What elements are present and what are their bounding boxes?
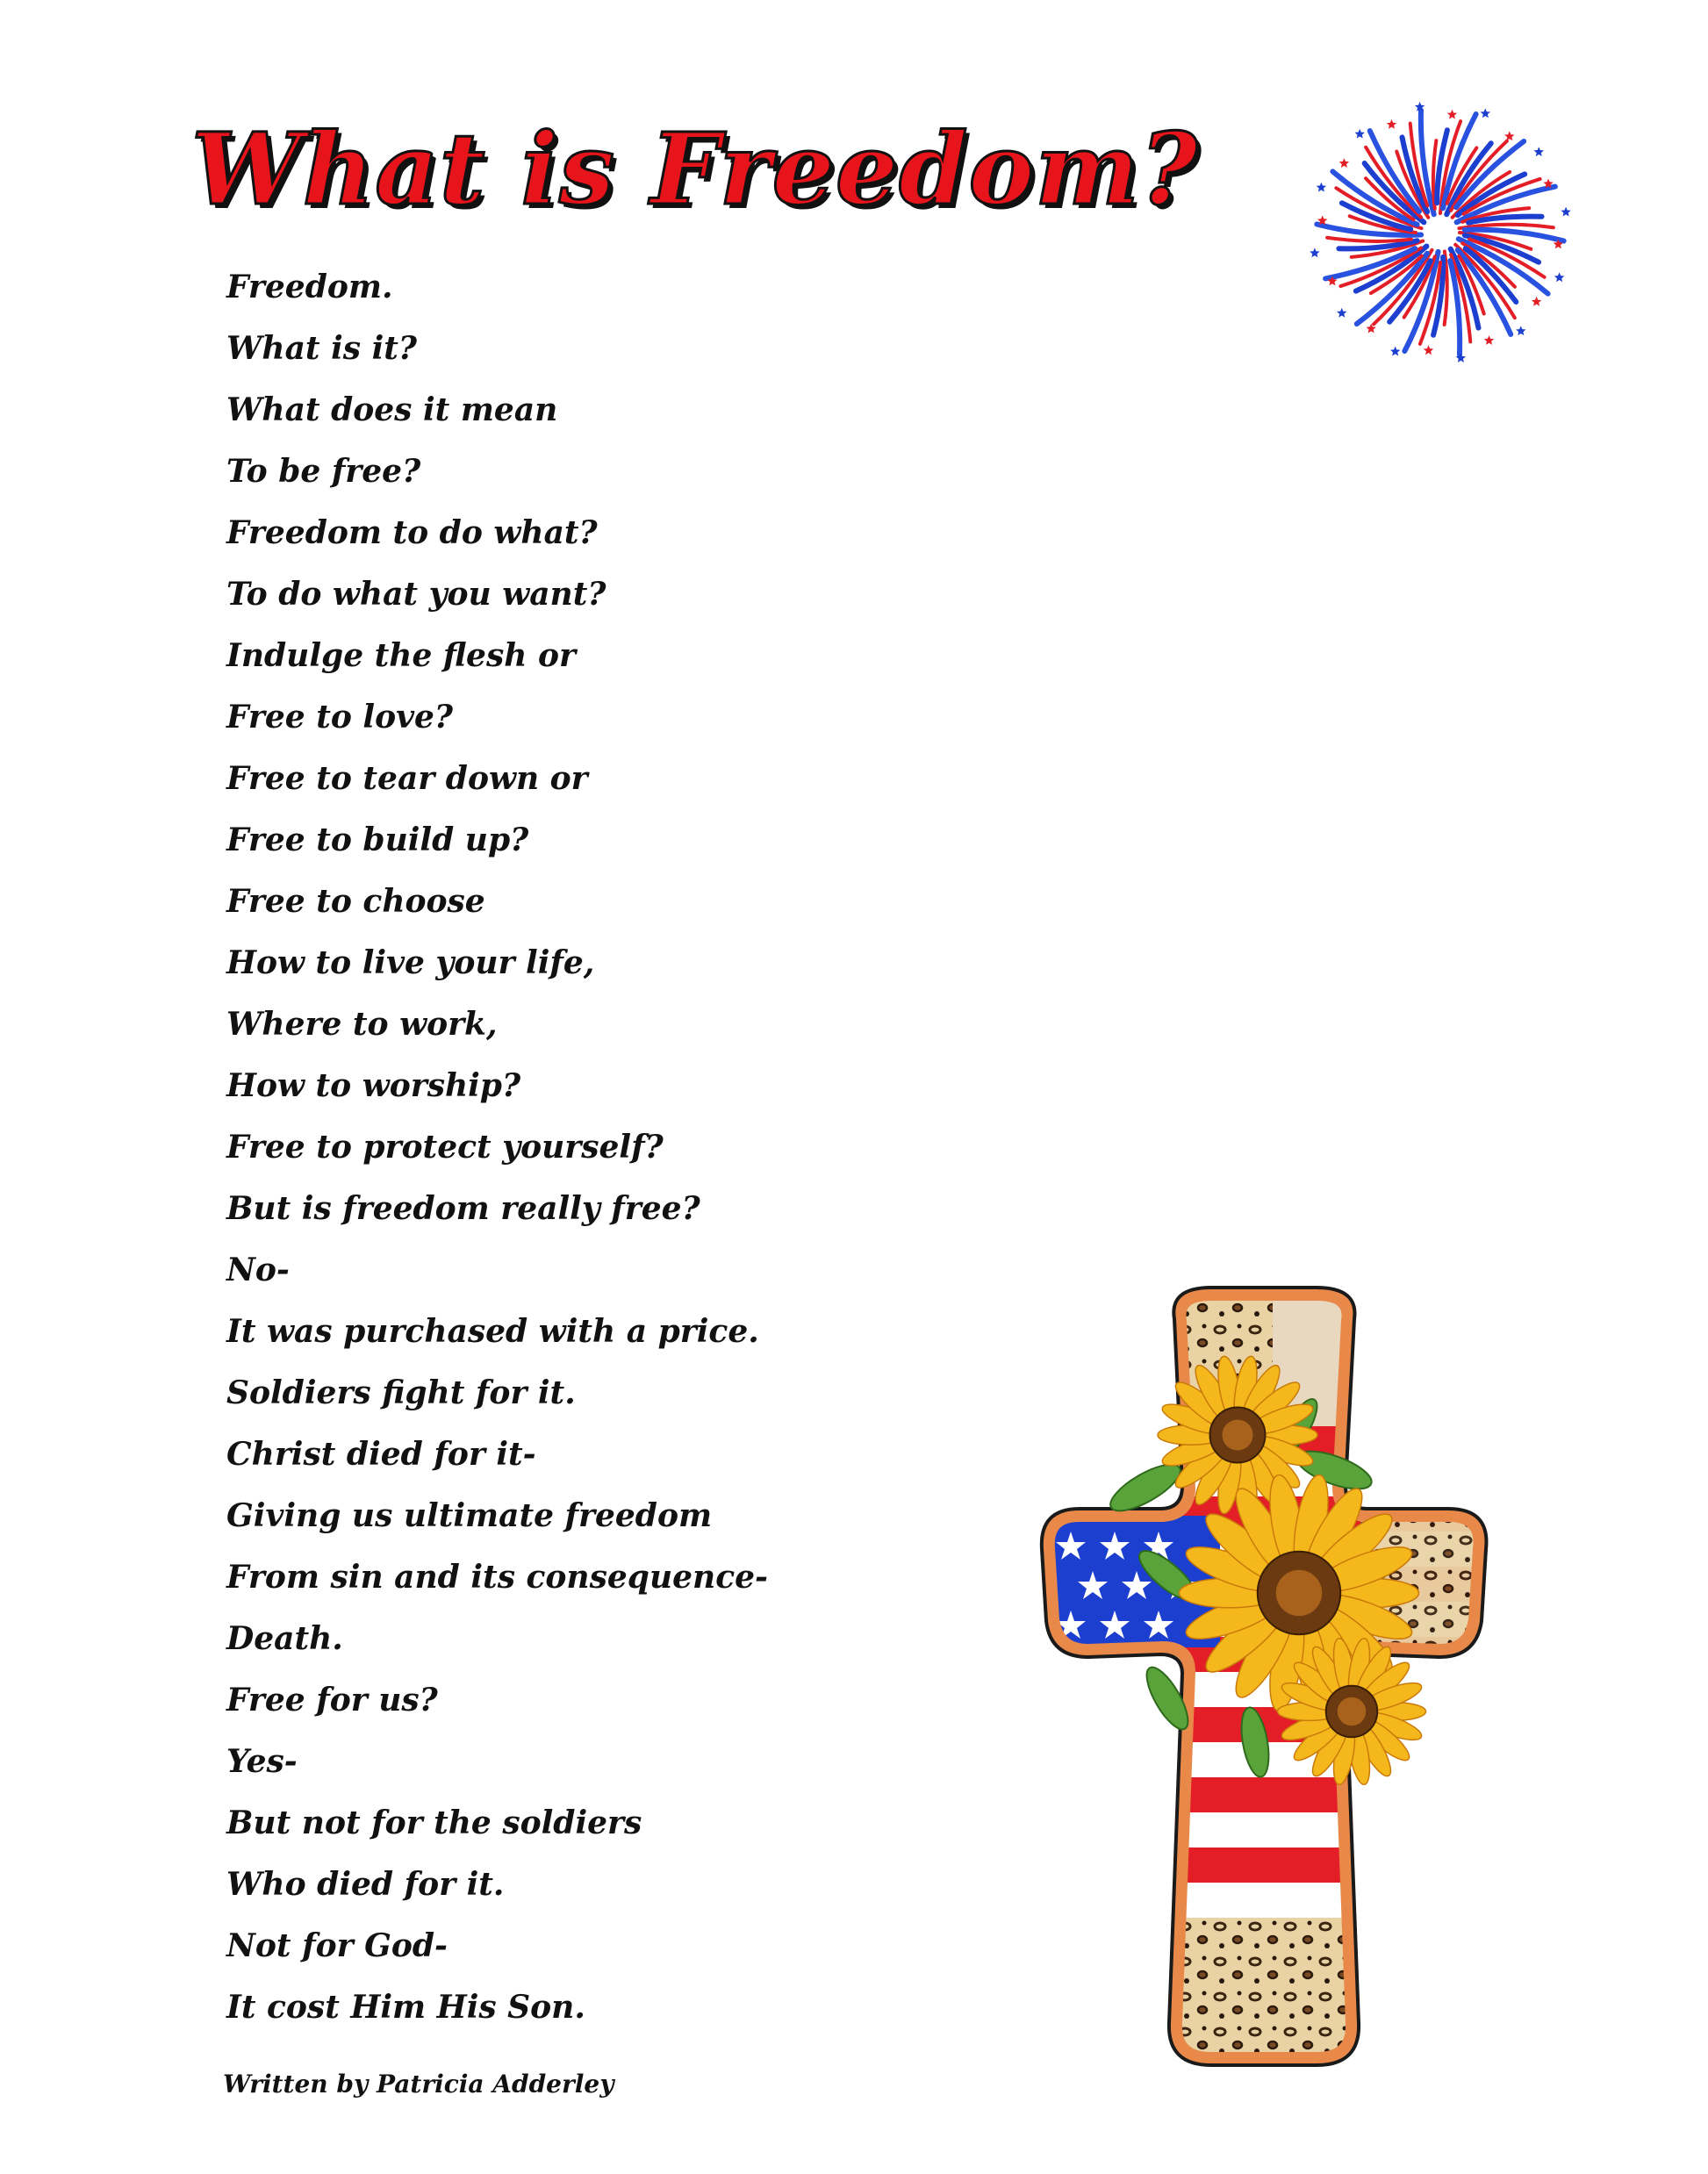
- poem-line: It was purchased with a price.: [226, 1313, 759, 1350]
- poem-line: Free to tear down or: [226, 760, 588, 797]
- poem-line: Death.: [226, 1620, 343, 1657]
- poem-line: Yes-: [226, 1743, 298, 1780]
- poem-line: Free to protect yourself?: [226, 1129, 664, 1166]
- poem-line: What does it mean: [226, 391, 558, 428]
- firework-icon: [1304, 97, 1576, 369]
- author-byline: Written by Patricia Adderley: [223, 2070, 614, 2099]
- poem-line: Free to build up?: [226, 822, 529, 858]
- poem-line: Freedom.: [226, 269, 393, 305]
- poem-line: No-: [226, 1252, 290, 1288]
- poem-line: Free to choose: [226, 883, 485, 920]
- page-title: What is Freedom?: [191, 112, 1199, 227]
- poem-line: Giving us ultimate freedom: [226, 1497, 713, 1534]
- poem-line: How to worship?: [226, 1067, 521, 1104]
- poem-line: Christ died for it-: [226, 1436, 536, 1473]
- poem-line: Where to work,: [226, 1006, 498, 1043]
- poem-line: But is freedom really free?: [226, 1190, 700, 1227]
- flag-sunflower-cross-icon: [1036, 1286, 1492, 2076]
- poem-line: Free for us?: [226, 1682, 438, 1718]
- poem-line: Freedom to do what?: [226, 514, 598, 551]
- poem-line: To be free?: [226, 453, 421, 490]
- poem-line: Not for God-: [226, 1927, 448, 1964]
- poem-line: Indulge the flesh or: [226, 637, 576, 674]
- poem-line: To do what you want?: [226, 576, 606, 613]
- poem-line: Soldiers fight for it.: [226, 1374, 576, 1411]
- poem-line: How to live your life,: [226, 944, 595, 981]
- poem-line: But not for the soldiers: [226, 1804, 642, 1841]
- poem-line: Free to love?: [226, 699, 454, 735]
- poem-body: [226, 256, 768, 2038]
- poem-line: It cost Him His Son.: [226, 1989, 585, 2026]
- poem-line: What is it?: [226, 330, 417, 367]
- poem-line: From sin and its consequence-: [226, 1559, 768, 1596]
- poem-line: Who died for it.: [226, 1866, 505, 1903]
